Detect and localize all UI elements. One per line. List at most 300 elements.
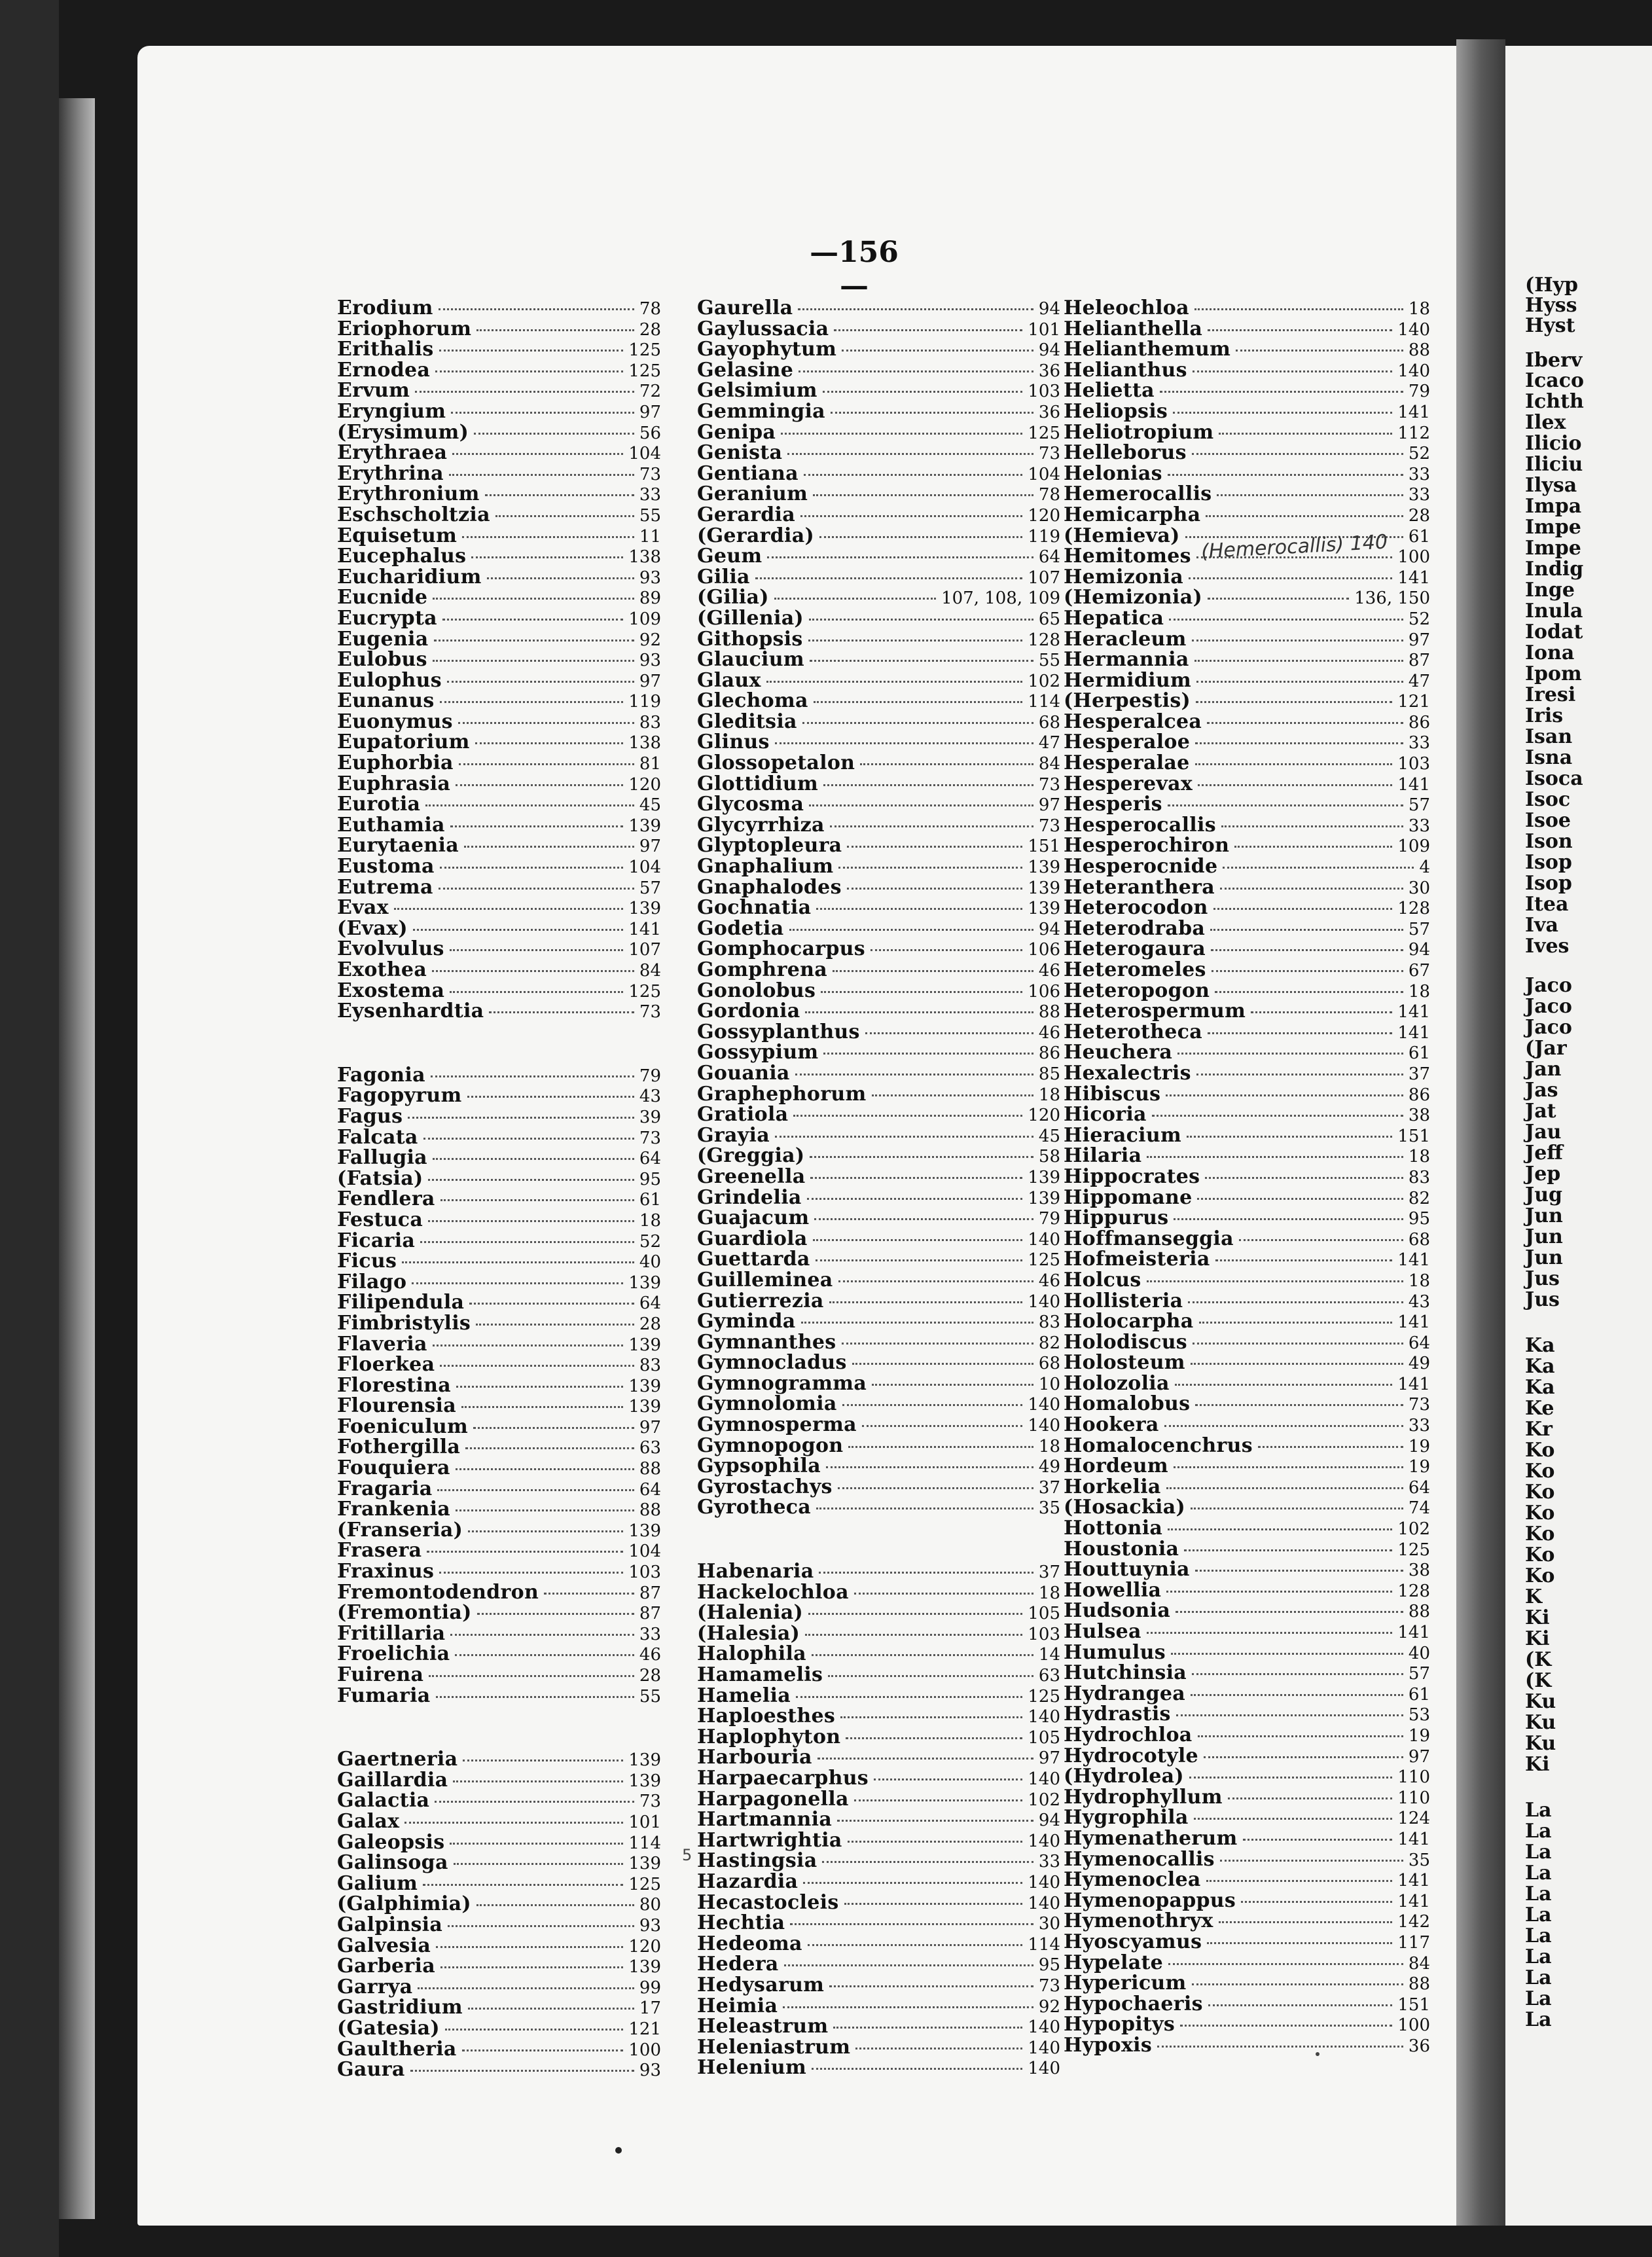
leader-dots	[838, 1487, 1033, 1489]
genus-name: Florestina	[337, 1373, 451, 1397]
genus-name: Glinus	[697, 731, 770, 754]
index-entry	[1064, 753, 1430, 774]
genus-name: Guettarda	[697, 1248, 810, 1271]
page-reference: 142	[1397, 1912, 1430, 1932]
page-reference: 36	[1408, 2036, 1430, 2056]
genus-name: Galinsoga	[337, 1851, 448, 1875]
index-entry	[337, 298, 661, 319]
index-entry	[697, 1022, 1060, 1043]
page-reference: 33	[1408, 1416, 1430, 1436]
leader-dots	[450, 1843, 623, 1845]
index-entry	[1064, 1580, 1430, 1601]
letter-group-gap	[697, 1518, 1060, 1561]
page-reference: 102	[1028, 1790, 1060, 1810]
index-entry	[1064, 1291, 1430, 1312]
genus-name: Gordonia	[697, 1000, 800, 1023]
next-page-fragment: Iva	[1525, 914, 1558, 937]
page-reference: 36	[1038, 361, 1060, 381]
page-reference: 65	[1038, 609, 1060, 629]
page-reference: 141	[1397, 1829, 1430, 1849]
index-entry	[337, 1479, 661, 1500]
leader-dots	[871, 949, 1022, 951]
page-reference: 95	[1408, 1209, 1430, 1229]
index-entry	[1064, 1394, 1430, 1415]
page-reference: 109	[628, 609, 661, 629]
page-reference: 47	[1038, 733, 1060, 753]
genus-name: (Evax)	[337, 916, 408, 940]
genus-name: Garberia	[337, 1955, 435, 1978]
next-page-fragment: Inula	[1525, 600, 1583, 623]
index-entry	[337, 1106, 661, 1127]
index-entry	[337, 1231, 661, 1252]
index-entry	[337, 1832, 661, 1853]
leader-dots	[872, 1094, 1033, 1096]
index-entry	[1064, 1497, 1430, 1518]
leader-dots	[781, 433, 1022, 435]
leader-dots	[1208, 1032, 1392, 1034]
genus-name: Flourensia	[337, 1394, 456, 1418]
next-page-fragment: Ko	[1525, 1502, 1555, 1525]
genus-name: Glottidium	[697, 772, 819, 795]
page-reference: 64	[1408, 1477, 1430, 1498]
leader-dots	[1168, 804, 1403, 806]
genus-name: Hedeoma	[697, 1932, 802, 1955]
index-entry	[1064, 1042, 1430, 1063]
genus-name: Fothergilla	[337, 1435, 461, 1459]
next-page-fragment: Jaco	[1525, 995, 1572, 1018]
page-reference: 84	[1408, 1953, 1430, 1974]
leader-dots	[455, 1654, 634, 1656]
page-reference: 78	[639, 299, 661, 319]
leader-dots	[1189, 577, 1392, 579]
index-entry	[1064, 1166, 1430, 1187]
leader-dots	[810, 660, 1033, 662]
leader-dots	[440, 1199, 634, 1201]
genus-name: Eucrypta	[337, 606, 437, 630]
page-reference: 100	[628, 2040, 661, 2060]
leader-dots	[439, 888, 634, 890]
genus-name: Helleborus	[1064, 441, 1187, 465]
genus-name: Hermidium	[1064, 668, 1192, 692]
genus-name: Hymenothryx	[1064, 1909, 1213, 1933]
page-reference: 35	[1038, 1498, 1060, 1519]
index-entry	[1064, 1022, 1430, 1043]
page-reference: 82	[1408, 1188, 1430, 1208]
leader-dots	[862, 1425, 1023, 1427]
index-entry	[697, 960, 1060, 981]
genus-name: Ervum	[337, 379, 410, 403]
index-entry	[337, 1375, 661, 1396]
leader-dots	[1194, 660, 1403, 662]
index-entry	[337, 1354, 661, 1375]
index-entry	[1064, 1270, 1430, 1291]
leader-dots	[1176, 1611, 1403, 1613]
next-page-fragment: La	[1525, 1987, 1552, 2010]
genus-name: Eurotia	[337, 793, 421, 816]
index-entry	[1064, 380, 1430, 401]
page-reference: 57	[1408, 919, 1430, 939]
page-reference: 95	[639, 1169, 661, 1189]
leader-dots	[428, 1220, 634, 1222]
index-entry	[1064, 1001, 1430, 1022]
index-entry	[1064, 1518, 1430, 1539]
genus-name: Fagonia	[337, 1063, 425, 1087]
index-entry	[1064, 1125, 1430, 1146]
leader-dots	[775, 1136, 1033, 1138]
index-entry	[697, 794, 1060, 815]
leader-dots	[1168, 474, 1403, 476]
index-entry	[337, 1272, 661, 1293]
index-entry	[697, 484, 1060, 505]
leader-dots	[410, 2070, 634, 2072]
index-entry	[1064, 1994, 1430, 2015]
genus-name: (Erysimum)	[337, 420, 469, 444]
page-reference: 103	[628, 1562, 661, 1583]
index-entry	[697, 1582, 1060, 1603]
genus-name: Gutierrezia	[697, 1289, 824, 1312]
index-entry	[1064, 691, 1430, 712]
index-entry	[337, 981, 661, 1002]
leader-dots	[1147, 1632, 1393, 1634]
genus-name: Fallugia	[337, 1146, 427, 1170]
genus-name: Hymenopappus	[1064, 1888, 1236, 1912]
genus-name: Festuca	[337, 1208, 423, 1231]
page-reference: 86	[1038, 1043, 1060, 1064]
genus-name: Holocarpha	[1064, 1310, 1194, 1333]
leader-dots	[855, 2048, 1022, 2049]
leader-dots	[833, 2027, 1022, 2029]
page-reference: 17	[639, 1998, 661, 2019]
leader-dots	[1220, 1860, 1403, 1862]
index-entry	[337, 2039, 661, 2060]
genus-name: Hilaria	[1064, 1144, 1142, 1168]
leader-dots	[1206, 515, 1403, 517]
leader-dots	[823, 784, 1033, 786]
leader-dots	[476, 1324, 634, 1326]
page-reference: 139	[628, 1771, 661, 1791]
leader-dots	[1160, 391, 1403, 393]
leader-dots	[450, 825, 624, 827]
index-entry	[697, 339, 1060, 360]
next-page-fragment: Ko	[1525, 1481, 1555, 1504]
index-entry	[337, 1396, 661, 1417]
genus-name: Glossopetalon	[697, 751, 855, 775]
genus-name: Hypochaeris	[1064, 1992, 1203, 2015]
genus-name: Heuchera	[1064, 1041, 1173, 1064]
page-reference: 88	[1408, 1974, 1430, 1995]
page-reference: 67	[1408, 961, 1430, 981]
leader-dots	[433, 598, 634, 600]
next-page-fragment: Ives	[1525, 935, 1570, 958]
genus-name: Filago	[337, 1270, 407, 1293]
leader-dots	[440, 867, 624, 869]
leader-dots	[799, 370, 1033, 372]
page-reference: 37	[1408, 1064, 1430, 1084]
next-page-fragment: Jat	[1525, 1100, 1556, 1123]
leader-dots	[1198, 784, 1392, 786]
page-reference: 140	[1028, 2059, 1060, 2079]
page-reference: 110	[1397, 1767, 1430, 1788]
leader-dots	[1168, 1528, 1392, 1530]
genus-name: Heliopsis	[1064, 399, 1168, 423]
page-reference: 139	[628, 1854, 661, 1874]
page-reference: 82	[1038, 1333, 1060, 1353]
leader-dots	[823, 391, 1023, 393]
page-reference: 18	[1408, 299, 1430, 319]
leader-dots	[1236, 350, 1403, 352]
page-reference: 139	[628, 1376, 661, 1396]
genus-name: Eschscholtzia	[337, 503, 490, 526]
leader-dots	[784, 1964, 1033, 1966]
genus-name: Fumaria	[337, 1684, 431, 1707]
index-entry	[337, 1894, 661, 1915]
leader-dots	[846, 1737, 1022, 1739]
next-page-fragment: Ka	[1525, 1334, 1555, 1357]
index-entry	[1064, 360, 1430, 381]
index-entry	[697, 1063, 1060, 1084]
index-entry	[697, 856, 1060, 877]
genus-name: Grayia	[697, 1123, 770, 1147]
next-page-fragment: Iliciu	[1525, 453, 1583, 476]
genus-name: Hydrangea	[1064, 1682, 1186, 1705]
next-page-fragment: Jaco	[1525, 974, 1572, 997]
genus-name: Holozolia	[1064, 1371, 1170, 1395]
index-entry	[697, 1042, 1060, 1063]
next-page-fragment: Ku	[1525, 1690, 1556, 1713]
genus-name: Gratiola	[697, 1103, 789, 1127]
genus-name: Fragaria	[337, 1477, 433, 1500]
index-entry	[1064, 1539, 1430, 1560]
genus-name: Hippocrates	[1064, 1165, 1200, 1188]
index-entry	[1064, 1911, 1430, 1932]
page-reference: 73	[639, 1002, 661, 1022]
genus-name: Helianthella	[1064, 317, 1203, 340]
page-reference: 104	[1028, 464, 1060, 484]
index-entry	[337, 835, 661, 856]
leader-dots	[1188, 1301, 1403, 1303]
index-entry	[1064, 981, 1430, 1002]
next-page-fragment: Ko	[1525, 1523, 1555, 1545]
index-entry	[1064, 608, 1430, 629]
leader-dots	[1194, 1818, 1393, 1820]
index-entry	[1064, 2014, 1430, 2035]
page-reference: 52	[1408, 609, 1430, 629]
page-reference: 103	[1028, 1624, 1060, 1644]
page-reference: 93	[639, 651, 661, 671]
index-entry	[697, 608, 1060, 629]
leader-dots	[415, 391, 634, 393]
genus-name: Hemizonia	[1064, 565, 1183, 588]
page-reference: 97	[1408, 1746, 1430, 1767]
next-page-fragment: (Hyp	[1525, 274, 1578, 297]
leader-dots	[1191, 1694, 1403, 1696]
next-page-fragment: K	[1525, 1585, 1543, 1608]
page-reference: 73	[639, 1128, 661, 1148]
page-reference: 109	[1397, 837, 1430, 857]
genus-name: Gentiana	[697, 461, 799, 485]
page-reference: 105	[1028, 1604, 1060, 1624]
handwritten-margin-mark: 5	[682, 1846, 692, 1864]
page-reference: 83	[639, 1356, 661, 1376]
leader-dots	[413, 929, 624, 931]
scan-border	[0, 0, 59, 2257]
index-entry	[697, 1934, 1060, 1955]
genus-name: Gochnatia	[697, 896, 812, 920]
genus-name: Frankenia	[337, 1498, 451, 1521]
page-reference: 52	[639, 1231, 661, 1252]
page-reference: 94	[1038, 299, 1060, 319]
index-entry	[337, 1873, 661, 1894]
genus-name: Gaillardia	[337, 1768, 448, 1792]
leader-dots	[795, 1074, 1033, 1075]
next-page-fragment: Jus	[1525, 1267, 1560, 1290]
page-reference: 138	[628, 547, 661, 568]
index-entry	[697, 1747, 1060, 1768]
genus-name: (Fatsia)	[337, 1166, 423, 1190]
page-reference: 19	[1408, 1457, 1430, 1477]
index-entry	[697, 1913, 1060, 1934]
index-entry	[697, 1686, 1060, 1706]
leader-dots	[473, 1427, 634, 1429]
genus-name: Falcata	[337, 1125, 418, 1149]
page-reference: 151	[1028, 837, 1060, 857]
page-reference: 40	[639, 1252, 661, 1273]
page-reference: 94	[1408, 940, 1430, 960]
leader-dots	[1208, 329, 1392, 331]
index-entry	[1064, 1600, 1430, 1621]
index-entry	[337, 1520, 661, 1541]
page-reference: 141	[1397, 1022, 1430, 1043]
leader-dots	[433, 660, 634, 662]
next-page-fragment: Ki	[1525, 1606, 1550, 1629]
page-reference: 92	[639, 630, 661, 650]
index-entry	[697, 691, 1060, 712]
leader-dots	[814, 701, 1023, 703]
leader-dots	[829, 1301, 1023, 1303]
index-entry	[697, 1187, 1060, 1208]
next-page-fragment: Itea	[1525, 893, 1569, 916]
page-reference: 38	[1408, 1106, 1430, 1126]
page-reference: 57	[1408, 795, 1430, 816]
genus-name: Hoffmanseggia	[1064, 1227, 1234, 1250]
genus-name: Genista	[697, 441, 783, 465]
next-page-fragment: Ichth	[1525, 390, 1584, 413]
page-reference: 141	[1397, 1871, 1430, 1891]
page-reference: 64	[639, 1479, 661, 1500]
leader-dots	[412, 1282, 623, 1284]
page-reference: 139	[628, 1335, 661, 1355]
leader-dots	[428, 1179, 634, 1181]
leader-dots	[865, 1032, 1033, 1034]
leader-dots	[449, 474, 634, 476]
index-entry	[697, 1954, 1060, 1975]
leader-dots	[1168, 1963, 1403, 1965]
leader-dots	[805, 1634, 1022, 1636]
index-entry	[1064, 1352, 1430, 1373]
leader-dots	[439, 1572, 623, 1574]
index-entry	[697, 1394, 1060, 1415]
page-reference: 140	[1028, 1707, 1060, 1727]
page-reference: 94	[1038, 1811, 1060, 1831]
genus-name: Hyoscyamus	[1064, 1930, 1202, 1953]
leader-dots	[464, 846, 634, 848]
genus-name: Hippomane	[1064, 1185, 1193, 1209]
index-column-1	[337, 298, 661, 2080]
leader-dots	[433, 1158, 634, 1160]
next-page-fragment: Ilysa	[1525, 474, 1577, 497]
next-page-fragment: Jeff	[1525, 1142, 1563, 1165]
index-entry	[337, 1313, 661, 1334]
leader-dots	[803, 1882, 1022, 1884]
leader-dots	[828, 1675, 1033, 1677]
genus-name: Hepatica	[1064, 606, 1164, 630]
leader-dots	[802, 722, 1033, 724]
index-entry	[1064, 505, 1430, 526]
page-reference: 55	[1038, 651, 1060, 671]
genus-name: Hulsea	[1064, 1620, 1141, 1643]
index-entry	[1064, 1373, 1430, 1394]
index-entry	[1064, 835, 1430, 856]
genus-name: Hamamelis	[697, 1663, 823, 1686]
page-reference: 68	[1408, 1229, 1430, 1250]
genus-name: Hesperaloe	[1064, 731, 1191, 754]
genus-name: Gouania	[697, 1061, 790, 1085]
index-entry	[1064, 1663, 1430, 1684]
page-reference: 141	[1397, 1891, 1430, 1911]
page-reference: 88	[1038, 1002, 1060, 1022]
index-entry	[337, 1189, 661, 1210]
genus-name: Hedera	[697, 1953, 779, 1976]
leader-dots	[1221, 825, 1403, 827]
leader-dots	[458, 722, 634, 724]
index-entry	[337, 1417, 661, 1437]
page-reference: 125	[1028, 1250, 1060, 1271]
leader-dots	[852, 1363, 1033, 1365]
genus-name: Eustoma	[337, 855, 435, 878]
next-page-fragment: (Jar	[1525, 1037, 1567, 1060]
page-reference: 88	[1408, 340, 1430, 361]
page-reference: 119	[628, 692, 661, 712]
page-reference: 136, 150	[1354, 588, 1430, 609]
next-page-fragment: Jun	[1525, 1204, 1563, 1227]
genus-name: Floerkea	[337, 1353, 435, 1377]
genus-name: Filipendula	[337, 1291, 465, 1314]
index-entry	[1064, 319, 1430, 340]
genus-name: Garrya	[337, 1975, 413, 1998]
page-reference: 73	[1038, 444, 1060, 464]
page-reference: 33	[1038, 1852, 1060, 1872]
page-reference: 84	[639, 961, 661, 981]
genus-name: Foeniculum	[337, 1415, 468, 1438]
leader-dots	[465, 1447, 634, 1449]
next-page-fragment: Jun	[1525, 1246, 1563, 1269]
next-page-fragment: Ison	[1525, 830, 1573, 853]
page-reference: 28	[1408, 505, 1430, 526]
leader-dots	[1234, 846, 1392, 848]
page-reference: 103	[1028, 382, 1060, 402]
genus-name: Fuirena	[337, 1663, 424, 1686]
page-reference: 11	[639, 526, 661, 547]
page-reference: 64	[1038, 547, 1060, 568]
genus-name: Eucharidium	[337, 565, 482, 588]
genus-name: Hedysarum	[697, 1973, 825, 1996]
page-reference: 139	[628, 1273, 661, 1293]
leader-dots	[467, 1096, 634, 1098]
page-reference: 72	[639, 382, 661, 402]
genus-name: (Greggia)	[697, 1144, 805, 1168]
genus-name: Hookera	[1064, 1413, 1159, 1437]
index-entry	[1064, 1435, 1430, 1456]
